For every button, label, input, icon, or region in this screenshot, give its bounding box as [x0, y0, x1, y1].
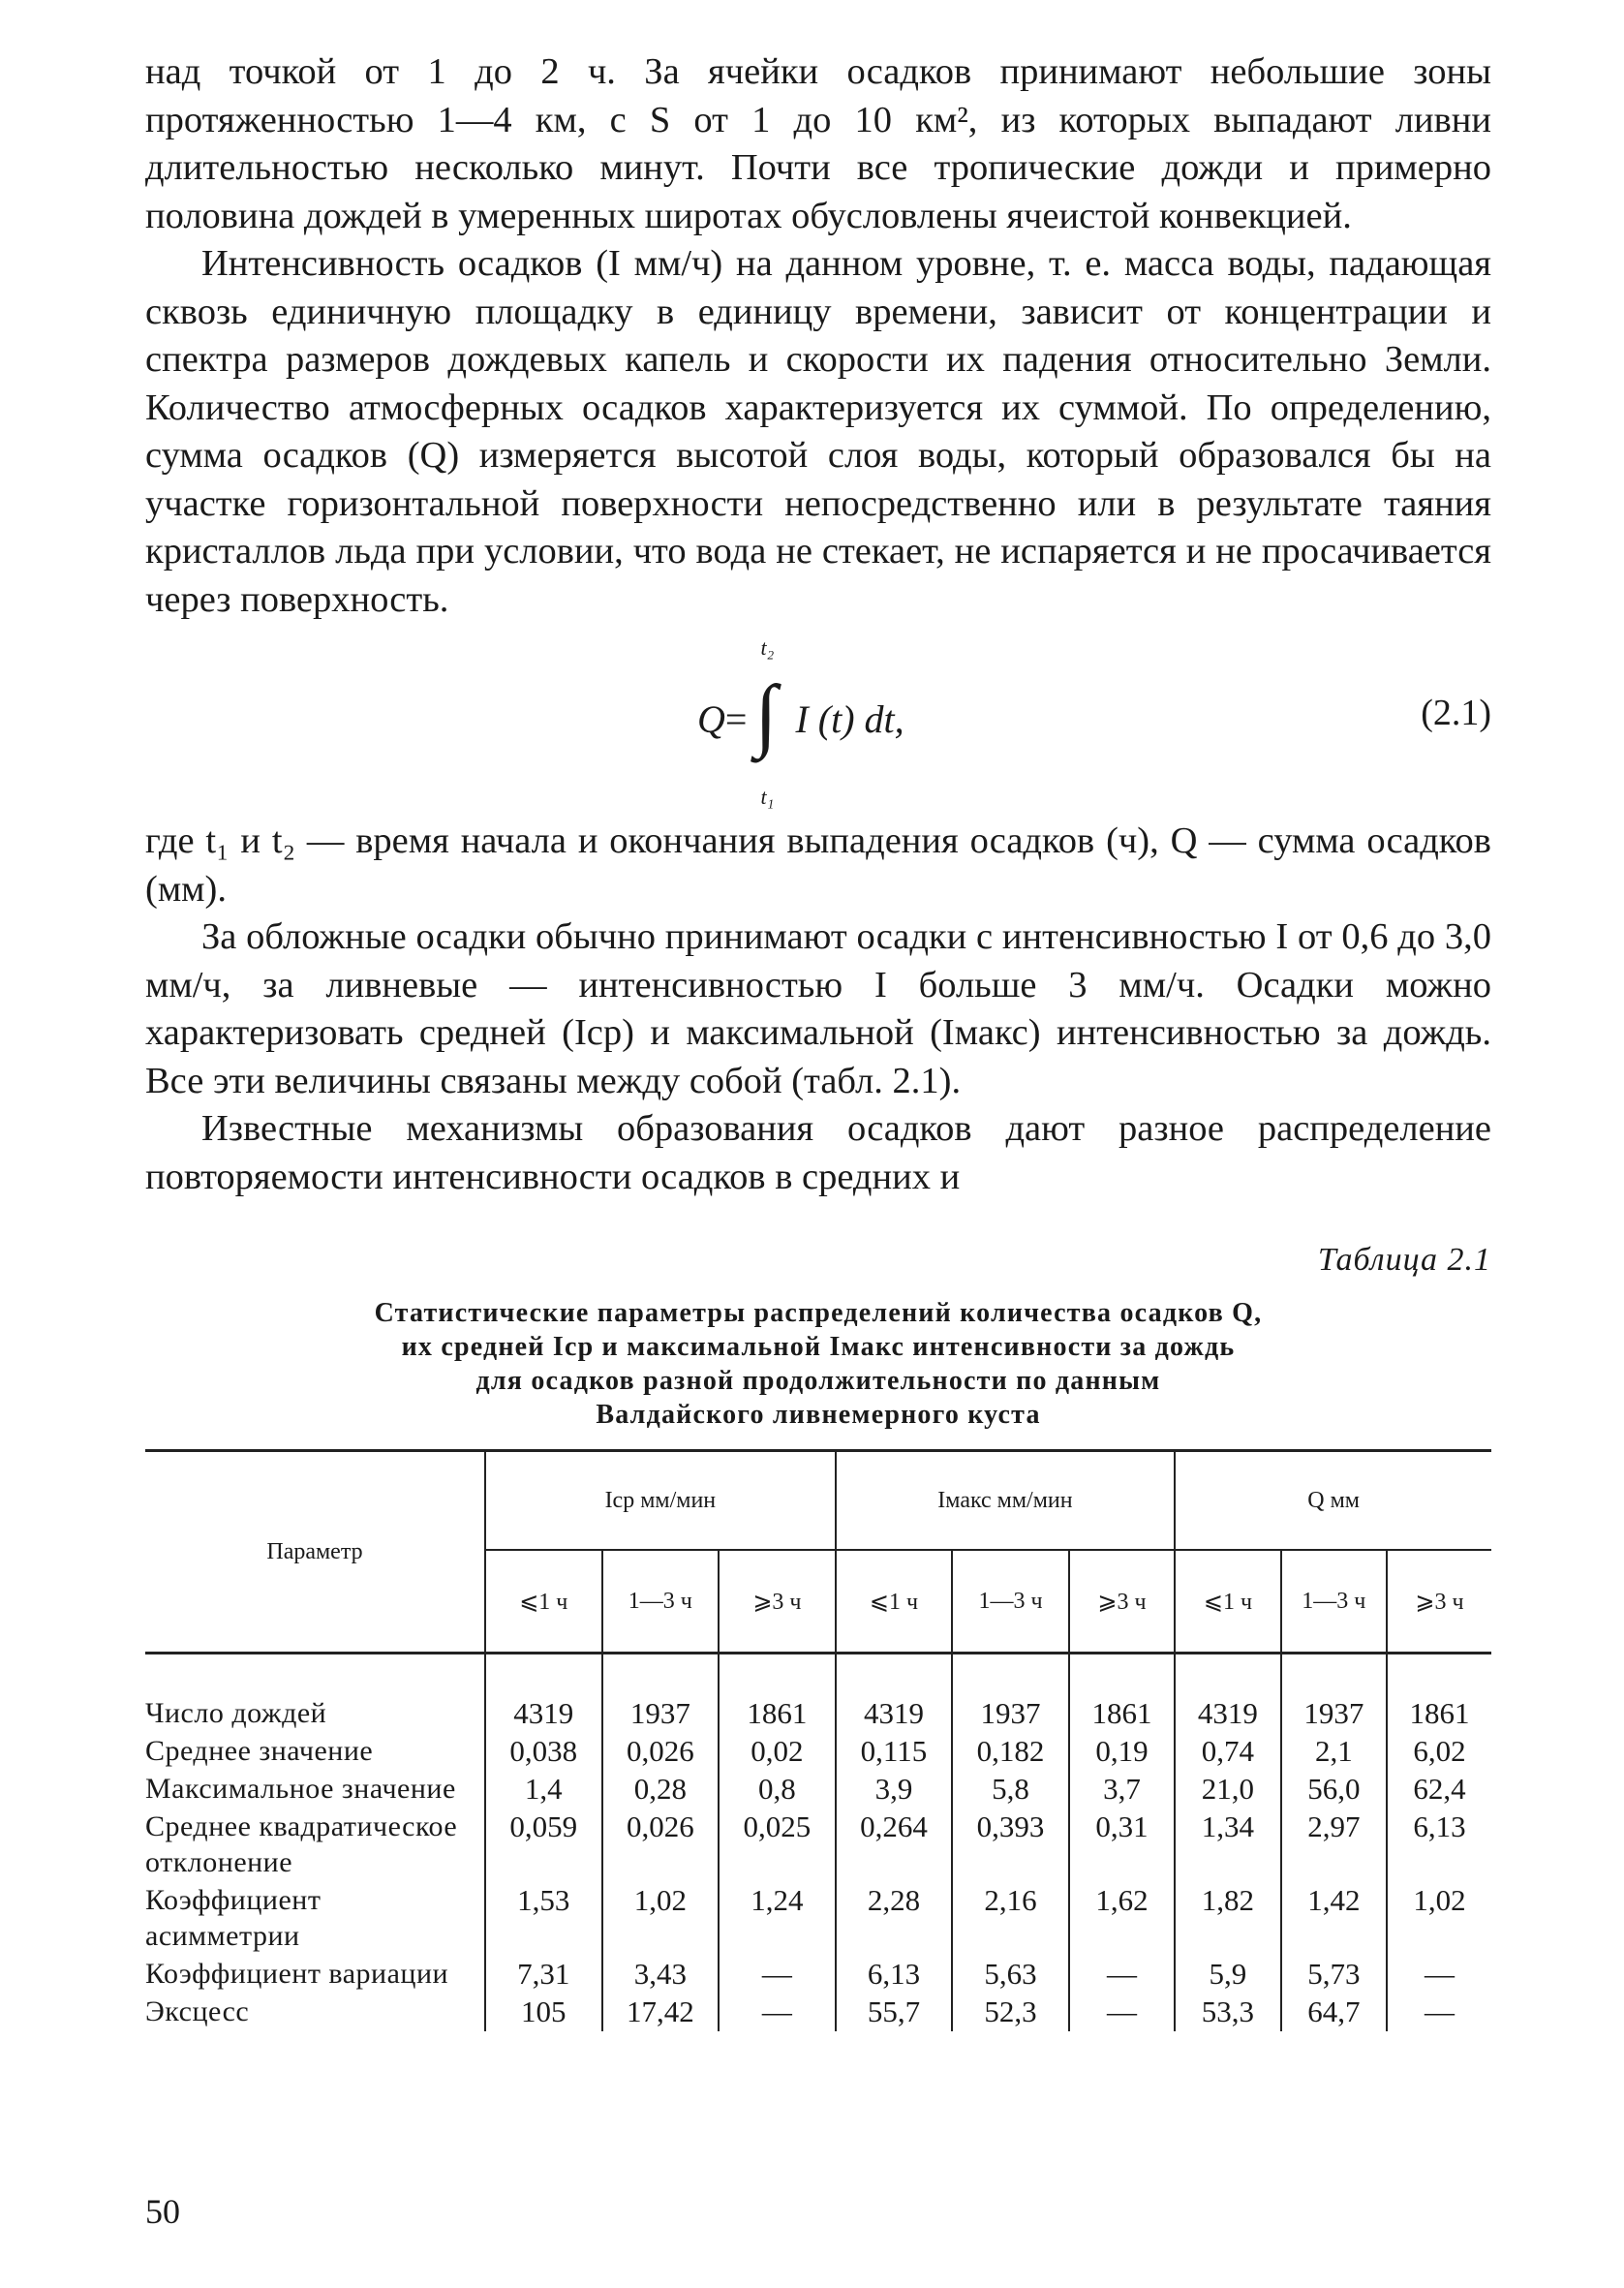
paragraph-4: За обложные осадки обычно принимают осадки с интенсивностью I от 0,6 до 3,0 мм/ч, за ливневые — интенсивностью I больше 3 мм/ч. Осадки можно характеризовать средней (Iср) и максимальной (Iмакс) интенсивностью за дождь. Все эти величины связаны между собой (табл. 2.1). — [145, 916, 1491, 1101]
table-cell: 1,82 — [1175, 1882, 1280, 1956]
table-cell: 53,3 — [1175, 1994, 1280, 2031]
table-cell: 3,43 — [602, 1956, 720, 1994]
row-label: Среднее квадратическое отклонение — [145, 1810, 458, 1878]
column-header-parameter: Параметр — [266, 1538, 363, 1564]
table-cell: 1,4 — [485, 1771, 602, 1809]
table-cell: 2,97 — [1281, 1809, 1387, 1882]
table-cell: 5,73 — [1281, 1956, 1387, 1994]
table-title-line: для осадков разной продолжительности по данным — [475, 1366, 1161, 1396]
table-cell: 1937 — [1281, 1654, 1387, 1734]
table-cell: 1937 — [602, 1654, 720, 1734]
duration-header: ⩾3 ч — [1069, 1550, 1175, 1654]
table-cell: 1,42 — [1281, 1882, 1387, 1956]
duration-header: 1—3 ч — [602, 1550, 720, 1654]
table-cell: 64,7 — [1281, 1994, 1387, 2031]
integral-upper-limit: t₂ — [760, 635, 775, 660]
table-cell: 4319 — [1175, 1654, 1280, 1734]
duration-header: ⩽1 ч — [485, 1550, 602, 1654]
table-cell: 105 — [485, 1994, 602, 2031]
table-cell: 2,16 — [952, 1882, 1069, 1956]
formula-lhs: Q — [697, 697, 725, 742]
table-cell: 6,02 — [1387, 1733, 1491, 1771]
table-cell: 1,34 — [1175, 1809, 1280, 1882]
table-cell: 52,3 — [952, 1994, 1069, 2031]
table-cell: 5,8 — [952, 1771, 1069, 1809]
table-cell: 0,026 — [602, 1733, 720, 1771]
table-row — [145, 1654, 1491, 1734]
table-cell: 62,4 — [1387, 1771, 1491, 1809]
formula-expression — [697, 635, 904, 809]
duration-header: ⩽1 ч — [1175, 1550, 1280, 1654]
paragraph-5: Известные механизмы образования осадков дают разное распределение повторяемости интенсивности осадков в средних и — [145, 1108, 1491, 1197]
integral — [752, 635, 789, 809]
paragraph-3: где t₁ и t₂ — время начала и окончания выпадения осадков (ч), Q — сумма осадков (мм). — [145, 820, 1491, 910]
duration-header: 1—3 ч — [952, 1550, 1069, 1654]
table-cell: 1861 — [719, 1654, 836, 1734]
table-row — [145, 1882, 1491, 1956]
paragraph-2: Интенсивность осадков (I мм/ч) на данном уровне, т. е. масса воды, падающая сквозь единичную площадку в единицу времени, зависит от концентрации и спектра размеров дождевых капель и скорости их падения относительно Земли. Количество атмосферных осадков характеризуется их суммой. По определению, сумма осадков (Q) измеряется высотой слоя воды, который образовался бы на участке горизонтальной поверхности непосредственно или в результате таяния кристаллов льда при условии, что вода не стекает, не испаряется и не просачивается через поверхность. — [145, 243, 1491, 620]
page-body — [145, 48, 1491, 2031]
table-cell: — — [719, 1956, 836, 1994]
table-cell: 1,62 — [1069, 1882, 1175, 1956]
table-cell: 1861 — [1387, 1654, 1491, 1734]
table-cell: 21,0 — [1175, 1771, 1280, 1809]
table-cell: 0,19 — [1069, 1733, 1175, 1771]
equation-2-1 — [145, 634, 1491, 818]
formula-integrand: I (t) dt, — [795, 697, 904, 742]
group-header-q: Q мм — [1175, 1451, 1491, 1551]
table-cell: — — [719, 1994, 836, 2031]
table-cell: 0,038 — [485, 1733, 602, 1771]
table-cell: 2,28 — [836, 1882, 953, 1956]
table-cell: 1,53 — [485, 1882, 602, 1956]
table-cell: 0,026 — [602, 1809, 720, 1882]
row-label: Коэффициент асимметрии — [145, 1884, 322, 1952]
formula-equals: = — [724, 697, 748, 742]
table-cell: — — [1387, 1994, 1491, 2031]
table-cell: 0,02 — [719, 1733, 836, 1771]
table-cell: 1,24 — [719, 1882, 836, 1956]
table-label: Таблица 2.1 — [1317, 1242, 1491, 1278]
table-cell: — — [1387, 1956, 1491, 1994]
table-cell: 0,74 — [1175, 1733, 1280, 1771]
table-cell: 1937 — [952, 1654, 1069, 1734]
table-title-line: их средней Iср и максимальной Iмакс интенсивности за дождь — [401, 1332, 1236, 1362]
integral-lower-limit: t₁ — [760, 785, 775, 809]
table-cell: 17,42 — [602, 1994, 720, 2031]
table-cell: — — [1069, 1994, 1175, 2031]
table-cell: 4319 — [836, 1654, 953, 1734]
table-cell: 0,182 — [952, 1733, 1069, 1771]
row-label: Коэффициент вариации — [145, 1958, 449, 1990]
table-cell: 56,0 — [1281, 1771, 1387, 1809]
table-cell: 1,02 — [1387, 1882, 1491, 1956]
group-header-i-avg: Iср мм/мин — [485, 1451, 836, 1551]
equation-number: (2.1) — [1421, 693, 1491, 733]
table-cell: 7,31 — [485, 1956, 602, 1994]
table-row — [145, 1771, 1491, 1809]
duration-header: ⩾3 ч — [1387, 1550, 1491, 1654]
table-title-line: Статистические параметры распределений количества осадков Q, — [374, 1298, 1263, 1328]
table-cell: 0,8 — [719, 1771, 836, 1809]
table-cell: 0,31 — [1069, 1809, 1175, 1882]
integral-sign: ∫ — [754, 669, 778, 759]
duration-header: ⩽1 ч — [836, 1550, 953, 1654]
table-cell: 0,115 — [836, 1733, 953, 1771]
table-cell: 2,1 — [1281, 1733, 1387, 1771]
duration-header: 1—3 ч — [1281, 1550, 1387, 1654]
table-row — [145, 1956, 1491, 1994]
table-cell: 6,13 — [836, 1956, 953, 1994]
table-cell: 0,393 — [952, 1809, 1069, 1882]
paragraph-1: над точкой от 1 до 2 ч. За ячейки осадков принимают небольшие зоны протяженностью 1—4 км, с S от 1 до 10 км², из которых выпадают ливни длительностью несколько минут. Почти все тропические дожди и примерно половина дождей в умеренных широтах обусловлены ячеистой конвекцией. — [145, 51, 1491, 236]
table-cell: 1861 — [1069, 1654, 1175, 1734]
row-label: Эксцесс — [145, 1995, 250, 2027]
table-cell: 4319 — [485, 1654, 602, 1734]
table-cell: 3,9 — [836, 1771, 953, 1809]
row-label: Среднее значение — [145, 1735, 374, 1767]
table-cell: 1,02 — [602, 1882, 720, 1956]
page-number: 50 — [145, 2192, 180, 2231]
table-cell: 55,7 — [836, 1994, 953, 2031]
group-header-i-max: Iмакс мм/мин — [836, 1451, 1176, 1551]
table-cell: — — [1069, 1956, 1175, 1994]
statistics-table — [145, 1449, 1491, 2031]
table-cell: 0,28 — [602, 1771, 720, 1809]
table-row — [145, 1809, 1491, 1882]
table-cell: 5,63 — [952, 1956, 1069, 1994]
table-cell: 6,13 — [1387, 1809, 1491, 1882]
table-cell: 0,025 — [719, 1809, 836, 1882]
table-row — [145, 1733, 1491, 1771]
table-cell: 3,7 — [1069, 1771, 1175, 1809]
row-label: Максимальное значение — [145, 1773, 456, 1805]
table-cell: 5,9 — [1175, 1956, 1280, 1994]
table-cell: 0,059 — [485, 1809, 602, 1882]
row-label: Число дождей — [145, 1697, 327, 1729]
table-cell: 0,264 — [836, 1809, 953, 1882]
table-row — [145, 1994, 1491, 2031]
table-title-line: Валдайского ливнемерного куста — [596, 1400, 1041, 1430]
table-title — [145, 1296, 1491, 1432]
duration-header: ⩾3 ч — [719, 1550, 836, 1654]
